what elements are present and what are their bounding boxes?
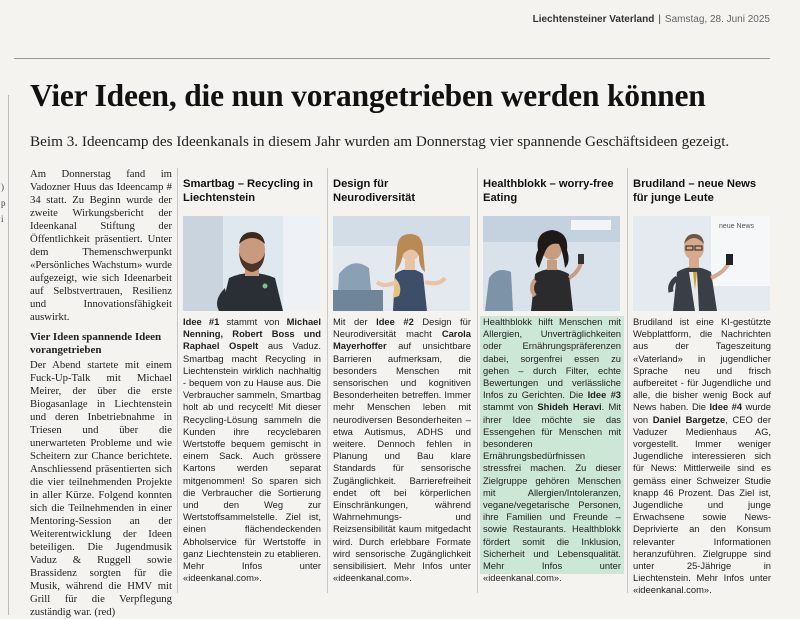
idea-text-part: stammt von: [483, 401, 538, 413]
idea-text-part: auf unsichtbare Barrieren aufmerksam, die besonders Menschen mit sensorischen und kognitiven Besonderheiten betreffen. Immer mehr Menschen leben mit neurodiversen Besonderheiten – etwa Autismus, ADHS und weitere. Dennoch fehlen in Planung und Bau klare Standards für sensorische Zugänglichkeit. Barrierefreiheit endet oft bei körperlichen Einschränkungen, während Wahrnehmungs- und Reizsensibilität kaum mitgedacht wird. Durch erlebbare Formate wird sensorische Zugänglichkeit sensibilisiert. Mehr Infos unter «ideenkanal.com».: [333, 340, 471, 584]
idea-text: [333, 316, 471, 584]
idea-text: [480, 316, 624, 584]
intro-column: [30, 168, 172, 619]
idea-label: Idee #3: [587, 389, 622, 401]
idea-title: Healthblokk – worry-free Eating: [483, 178, 614, 204]
idea-people: Daniel Bargetze: [652, 413, 726, 425]
article-headline: Vier Ideen, die nun vorangetrieben werden können: [30, 78, 706, 113]
idea-text-part: aus Vaduz. Smartbag macht Recycling in Liechtenstein wirklich nachhaltig - bequem von zu Hause aus. Die Verbraucher sammeln, Smartbag holt ab und recycelt! Mit dieser Recycling-Lösung sammeln die Kunden ihre recyclebaren Wertstoffe bequem gemischt in einem Sack. Auch grössere Kartons werden separat mitgenommen! So sparen sich die Verbraucher die Sortierung und den Weg zur Wertstoffsammelstelle. Ziel ist, einen flächendeckenden Abholservice für Wertstoffe in ganz Liechtenstein zu etablieren. Mehr Infos unter «ideenkanal.com».: [183, 340, 321, 584]
presenter-photo-illustration: [333, 216, 470, 311]
idea-title: Design für Neurodiversität: [333, 178, 416, 204]
idea-card-smartbag: [183, 178, 321, 584]
masthead-separator: |: [658, 14, 661, 25]
idea-text-part: Brudiland ist eine KI-gestützte Webplattform, die Nachrichten aus der Tageszeitung «Vaterland» in jugendlicher Sprache neu und frisch aufbereitet - für Jugendliche und alle, die bisher wenig Bock auf News haben. Die: [633, 316, 771, 413]
column-divider: [627, 168, 628, 593]
idea-text: [183, 316, 321, 584]
idea-title: Brudiland – neue News für junge Leute: [633, 178, 757, 204]
idea-people: Michael Nenning, Robert Boss und Raphael Ospelt: [183, 316, 321, 352]
intro-paragraph: Am Donnerstag fand im Vadozner Huus das Ideencamp # 34 statt. Zu Beginn wurde der zweite Wirkungsbericht der Ideenkanal Stiftung der Öffentlichkeit präsentiert. Unter dem Themenschwerpunkt «Persönliches Wachstum» wurde aufgezeigt, wie sich Ideenarbeit auf Selbstvertrauen, Resilienz und Innovationsfähigkeit auswirkt.: [30, 168, 172, 323]
photo-presenter-smartbag: [183, 216, 320, 311]
idea-text-part: Design für Neurodiversität macht: [333, 316, 471, 340]
edge-letter: ): [1, 182, 4, 192]
idea-card-neurodiversity: [333, 178, 471, 584]
idea-text-part: wurde von: [633, 401, 771, 425]
idea-text-part: stammt von: [219, 316, 287, 327]
column-divider: [177, 168, 178, 593]
idea-label: Idee #2: [376, 316, 414, 327]
idea-card-healthblokk: [483, 178, 622, 584]
idea-label: Idee #4: [709, 401, 743, 413]
backdrop-text: neue News: [719, 223, 755, 230]
presenter-photo-illustration: [483, 216, 620, 311]
issue-date: Samstag, 28. Juni 2025: [664, 14, 770, 25]
idea-text-part: Healthblokk hilft Menschen mit Allergien, Unverträglichkeiten oder Ernährungspräferenzen dabei, sorgenfrei essen zu gehen – durch Filter, echte Bewertungen und verlässliche Infos zu Gerichten. Die: [483, 316, 621, 401]
publication-name: Liechtensteiner Vaterland: [532, 14, 655, 25]
photo-presenter-neurodiversity: [333, 216, 470, 311]
column-divider: [477, 168, 478, 593]
presenter-photo-illustration: [633, 216, 770, 311]
column-divider: [327, 168, 328, 593]
intro-body: Der Abend startete mit einem Fuck-Up-Talk mit Michael Meirer, der über die erste Biogasanlage in Liechtenstein und deren Inbetriebnahme in Triesen und über die unerwarteten Probleme und wie Scheitern zur Chance berichtete. Anschliessend präsentierten sich die vier teilnehmenden Projekte in aller Kürze. Folgend konnten sich die Teilnehmenden in einer Mentoring-Session an der Weiterentwicklung der Ideen beteiligen. Die Jugendmusik Vaduz & Ruggell sowie Brassidenz sorgten für die Musik, während die HMV mit Grill für die Verpflegung zuständig war. (red): [30, 359, 172, 618]
edge-letter: i: [1, 214, 4, 224]
intro-subhead: Vier Ideen spannende Ideen vorangetrieben: [30, 331, 162, 356]
photo-presenter-healthblokk: [483, 216, 620, 311]
idea-text-part: Mit der: [333, 316, 377, 327]
page-edge: [0, 95, 9, 615]
idea-title: Smartbag – Recycling in Liechtenstein: [183, 178, 313, 204]
idea-text-part: . Mit ihrer Idee möchte sie das Essengehen für Menschen mit besonderen Ernährungsbedürfnissen stressfrei machen. Zu dieser Zielgruppe gehören Menschen mit Allergien/Intoleranzen, vegane/vegetarische Personen, ihre Familien und Freunde – sowie Restaurants. Healthblokk fördert somit die Inklusion, Sicherheit und Lebensqualität. Mehr Infos unter «ideenkanal.com».: [483, 401, 621, 584]
idea-people: Shideh Heravi: [537, 401, 602, 413]
idea-text-part: , CEO der Vaduzer Medienhaus AG, vorgestellt. Immer weniger Jugendliche interessieren sich für News: Mittlerweile sind es gemäss einer Schweizer Studie knapp 46 Prozent. Das Ziel ist, Jugendliche und junge Erwachsene sowie News-Deprivierte an den Konsum relevanter Informationen heranzuführen. Zielgruppe sind unter 25-Jährige in Liechtenstein. Mehr Infos unter «ideenkanal.com».: [633, 413, 771, 596]
photo-presenter-brudiland: [633, 216, 770, 311]
masthead: [0, 14, 770, 25]
edge-letter: p: [1, 198, 6, 208]
idea-label: Idee #1: [183, 316, 220, 327]
idea-text: [633, 316, 771, 596]
top-rule: [14, 58, 770, 59]
idea-people: Carola Mayerhoffer: [333, 328, 471, 352]
idea-card-brudiland: [633, 178, 771, 596]
article-lead: Beim 3. Ideencamp des Ideenkanals in diesem Jahr wurden am Donnerstag vier spannende Geschäftsideen gezeigt.: [30, 133, 730, 150]
presenter-photo-illustration: [183, 216, 320, 311]
